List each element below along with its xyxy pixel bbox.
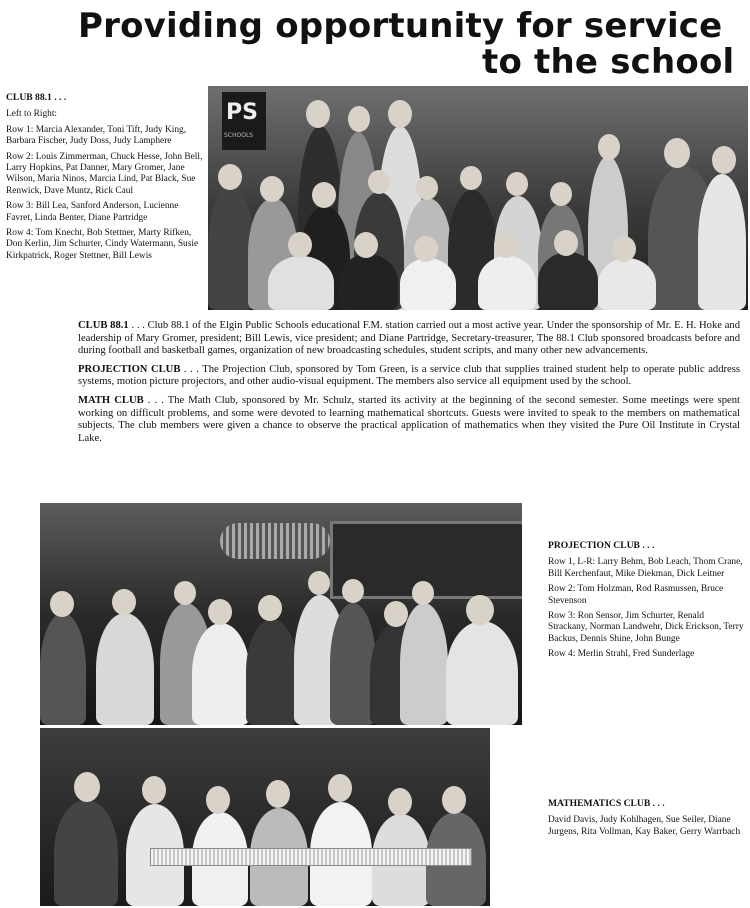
person-head bbox=[506, 172, 528, 196]
person-head bbox=[266, 780, 290, 808]
club881-paragraph bbox=[78, 320, 740, 358]
person-head bbox=[494, 232, 518, 258]
math-caption-heading: MATHEMATICS CLUB . . . bbox=[548, 798, 665, 809]
person bbox=[478, 256, 536, 310]
projection-caption-row: Row 3: Ron Sensor, Jim Schurter, Renald Strackany, Norman Landwehr, Dick Erickson, Terry Backus, Dennis Shine, John Bunge bbox=[548, 611, 744, 644]
person-head bbox=[218, 164, 242, 190]
photo-sign bbox=[222, 92, 266, 150]
person bbox=[698, 174, 746, 310]
page-title-line2: to the school bbox=[482, 42, 735, 82]
person-head bbox=[664, 138, 690, 168]
person bbox=[268, 256, 334, 310]
person bbox=[400, 603, 448, 725]
person-head bbox=[312, 182, 336, 208]
projection-paragraph bbox=[78, 364, 740, 389]
person-head bbox=[354, 232, 378, 258]
person-head bbox=[342, 579, 364, 603]
math-club-photo bbox=[40, 728, 490, 906]
club881-caption-subheading: Left to Right: bbox=[6, 109, 58, 120]
projection-caption-heading: PROJECTION CLUB . . . bbox=[548, 540, 655, 551]
person-head bbox=[414, 236, 438, 262]
person-head bbox=[550, 182, 572, 206]
person-head bbox=[174, 581, 196, 605]
person-head bbox=[50, 591, 74, 617]
math-paragraph bbox=[78, 395, 740, 445]
person-head bbox=[388, 100, 412, 128]
person-head bbox=[384, 601, 408, 627]
person bbox=[446, 621, 518, 725]
person-head bbox=[328, 774, 352, 802]
club881-caption bbox=[6, 92, 204, 266]
person-head bbox=[416, 176, 438, 200]
photo-sign-text: PS bbox=[226, 100, 258, 125]
projection-club-photo bbox=[40, 503, 522, 725]
person-head bbox=[712, 146, 736, 174]
math-caption-text: David Davis, Judy Kohlhagen, Sue Seiler, Diane Jurgens, Rita Vollman, Kay Baker, Gerry Warrbach bbox=[548, 815, 741, 837]
person bbox=[192, 623, 250, 725]
film-reels bbox=[220, 523, 330, 559]
math-paragraph-heading: MATH CLUB bbox=[78, 394, 144, 406]
person bbox=[338, 254, 398, 310]
person-head bbox=[388, 788, 412, 816]
club881-group-photo bbox=[208, 86, 748, 310]
person-head bbox=[260, 176, 284, 202]
photo-sign-subtext: SCHOOLS bbox=[224, 132, 254, 139]
person-head bbox=[112, 589, 136, 615]
person-head bbox=[612, 236, 636, 262]
person-head bbox=[598, 134, 620, 160]
club881-caption-row: Row 1: Marcia Alexander, Toni Tift, Judy King, Barbara Fischer, Judy Doss, Judy Lamphere bbox=[6, 124, 187, 147]
person bbox=[246, 619, 298, 725]
person-head bbox=[258, 595, 282, 621]
person-head bbox=[412, 581, 434, 605]
person-head bbox=[206, 786, 230, 814]
slide-rule bbox=[150, 848, 472, 866]
projection-paragraph-heading: PROJECTION CLUB bbox=[78, 363, 181, 375]
person bbox=[40, 613, 86, 725]
person-head bbox=[442, 786, 466, 814]
club881-paragraph-text: . . . Club 88.1 of the Elgin Public Schools educational F.M. station carried out a most active year. Under the sponsorship of Mr. E. H. Hoke and leadership of Mary Gromer, president; Bill Lewis, vice president; and Diane Partridge, Secretary-treasurer, The 88.1 Club sponsored broadcasts before and during football and basketball games, organization of new broadcasting schedules, student scripts, and many other new advancements. bbox=[78, 320, 741, 357]
projection-caption-row: Row 4: Merlin Strahl, Fred Sunderlage bbox=[548, 649, 695, 660]
projection-paragraph-text: . . . The Projection Club, sponsored by Tom Green, is a service club that supplies trained student help to operate public address systems, motion picture projectors, and other audio-visual equipment. The members also service all equipment used by the school. bbox=[78, 363, 740, 388]
person-head bbox=[460, 166, 482, 190]
person bbox=[400, 258, 456, 310]
projection-caption-row: Row 1, L-R: Larry Behm, Bob Leach, Thom Crane, Bill Kerchenfaut, Mike Diekman, Dick Leitner bbox=[548, 557, 743, 579]
club881-caption-heading: CLUB 88.1 . . . bbox=[6, 92, 67, 103]
projection-caption bbox=[548, 540, 744, 665]
page-title-line1: Providing opportunity for service bbox=[78, 6, 723, 46]
person-head bbox=[208, 599, 232, 625]
person-head bbox=[348, 106, 370, 132]
math-paragraph-text: . . . The Math Club, sponsored by Mr. Schulz, started its activity at the beginning of the second semester. Some meetings were spent working on difficult problems, and some were devoted to learning mathematical shortcuts. Guests were invited to speak to the members on mathematical subjects. The club members were given a chance to observe the practical application of mathematics when they visited the Pure Oil Institute in Crystal Lake. bbox=[78, 394, 740, 444]
math-caption bbox=[548, 798, 744, 842]
body-text bbox=[78, 320, 740, 451]
projection-caption-row: Row 2: Tom Holzman, Rod Rasmussen, Bruce Stevenson bbox=[548, 584, 724, 606]
person-head bbox=[554, 230, 578, 256]
club881-caption-row: Row 4: Tom Knecht, Bob Stettner, Marty Rifken, Don Kerlin, Jim Schurter, Cindy Watermann, Susie Kirkpatrick, Roger Stettner, Bill Lewis bbox=[6, 228, 199, 261]
person bbox=[538, 252, 598, 310]
person-head bbox=[288, 232, 312, 258]
person bbox=[54, 800, 118, 906]
person-head bbox=[306, 100, 330, 128]
club881-caption-row: Row 2: Louis Zimmerman, Chuck Hesse, John Bell, Larry Hopkins, Pat Danner, Mary Gromer, Jane Wilson, Maria Ninos, Marcia Lind, Pat Black, Sue Renwick, Dave Muntz, Rick Caul bbox=[6, 151, 203, 196]
club881-paragraph-heading: CLUB 88.1 bbox=[78, 320, 129, 331]
person-head bbox=[74, 772, 100, 802]
person-head bbox=[368, 170, 390, 194]
person bbox=[598, 258, 656, 310]
person-head bbox=[308, 571, 330, 595]
person-head bbox=[142, 776, 166, 804]
club881-caption-row: Row 3: Bill Lea, Sanford Anderson, Lucienne Favret, Linda Benter, Diane Partridge bbox=[6, 201, 179, 223]
person-head bbox=[466, 595, 494, 625]
person bbox=[96, 613, 154, 725]
